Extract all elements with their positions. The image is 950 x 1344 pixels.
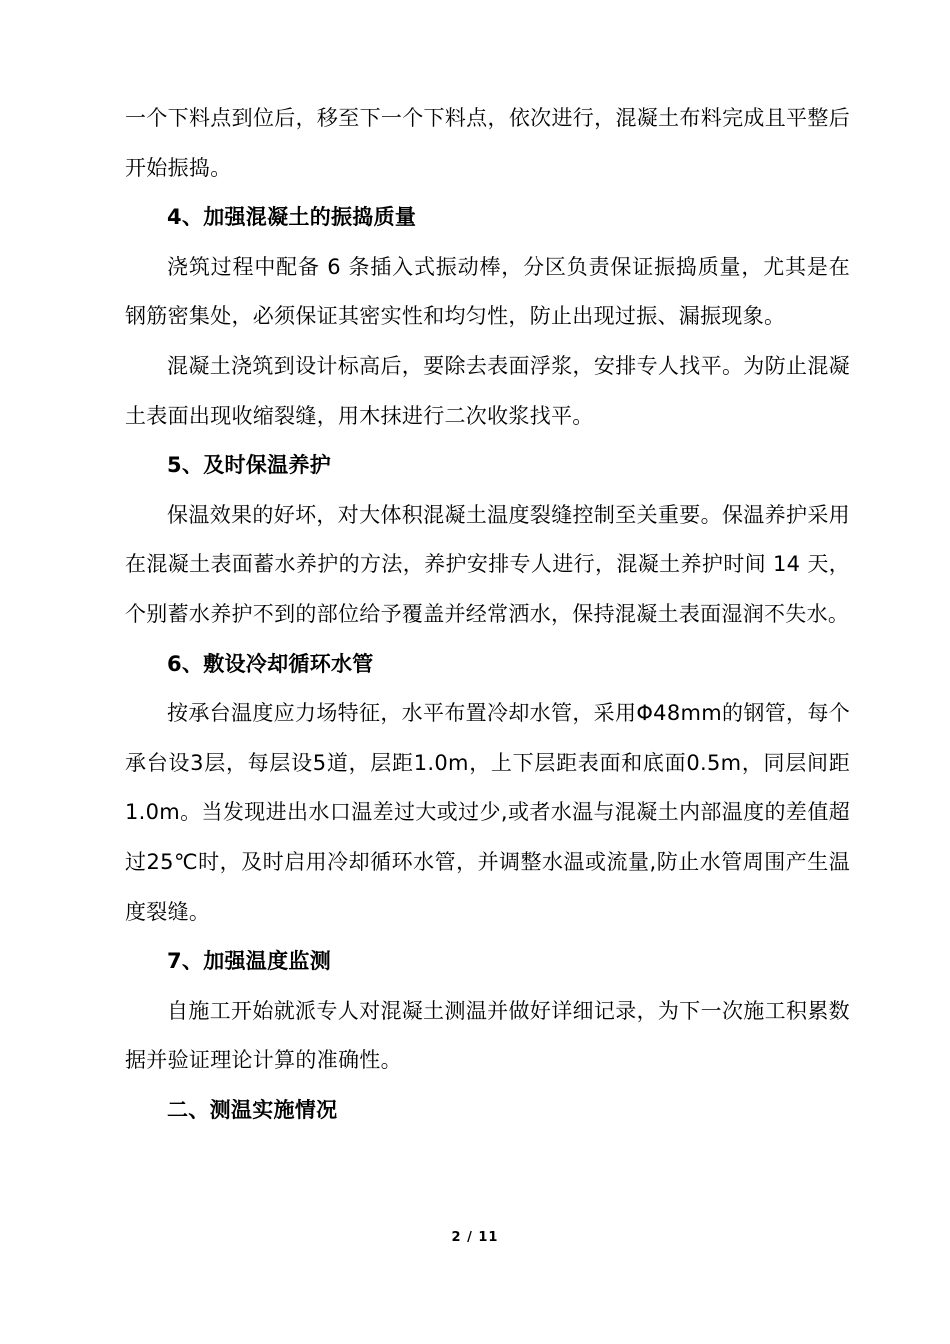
section-heading-cooling-pipes: 6、敷设冷却循环水管 xyxy=(167,651,374,676)
document-body xyxy=(125,94,850,1135)
paragraph-vibrators: 浇筑过程中配备 6 条插入式振动棒，分区负责保证振捣质量，尤其是在钢筋密集处，必须保证其密实性和均匀性，防止出现过振、漏振现象。 xyxy=(125,254,850,329)
paragraph-monitoring: 自施工开始就派专人对混凝土测温并做好详细记录，为下一次施工积累数据并验证理论计算的准确性。 xyxy=(125,998,850,1073)
section-heading-vibration: 4、加强混凝土的振捣质量 xyxy=(167,205,417,230)
paragraph-curing: 保温效果的好坏，对大体积混凝土温度裂缝控制至关重要。保温养护采用在混凝土表面蓄水养护的方法，养护安排专人进行，混凝土养护时间 14 天，个别蓄水养护不到的部位给予覆盖并经常洒水，保持混凝土表面湿润不失水。 xyxy=(125,502,850,626)
section-heading-curing: 5、及时保温养护 xyxy=(167,453,332,478)
page-number: 2 / 11 xyxy=(451,1230,499,1245)
paragraph-cooling-pipes: 按承台温度应力场特征，水平布置冷却水管，采用Φ48mm的钢管，每个承台设3层，每层设5道，层距1.0m，上下层距表面和底面0.5m，同层间距1.0m。当发现进出水口温差过大或过少,或者水温与混凝土内部温度的差值超过25℃时，及时启用冷却循环水管，并调整水温或流量,防止水管周围产生温度裂缝。 xyxy=(125,701,850,924)
paragraph-pour-sequence: 一个下料点到位后，移至下一个下料点，依次进行，混凝土布料完成且平整后开始振捣。 xyxy=(125,106,850,180)
chapter-heading-temperature-measurement: 二、测温实施情况 xyxy=(167,1097,338,1122)
section-heading-monitoring: 7、加强温度监测 xyxy=(167,949,332,974)
paragraph-leveling: 混凝土浇筑到设计标高后，要除去表面浮浆，安排专人找平。为防止混凝土表面出现收缩裂缝，用木抹进行二次收浆找平。 xyxy=(125,353,850,428)
